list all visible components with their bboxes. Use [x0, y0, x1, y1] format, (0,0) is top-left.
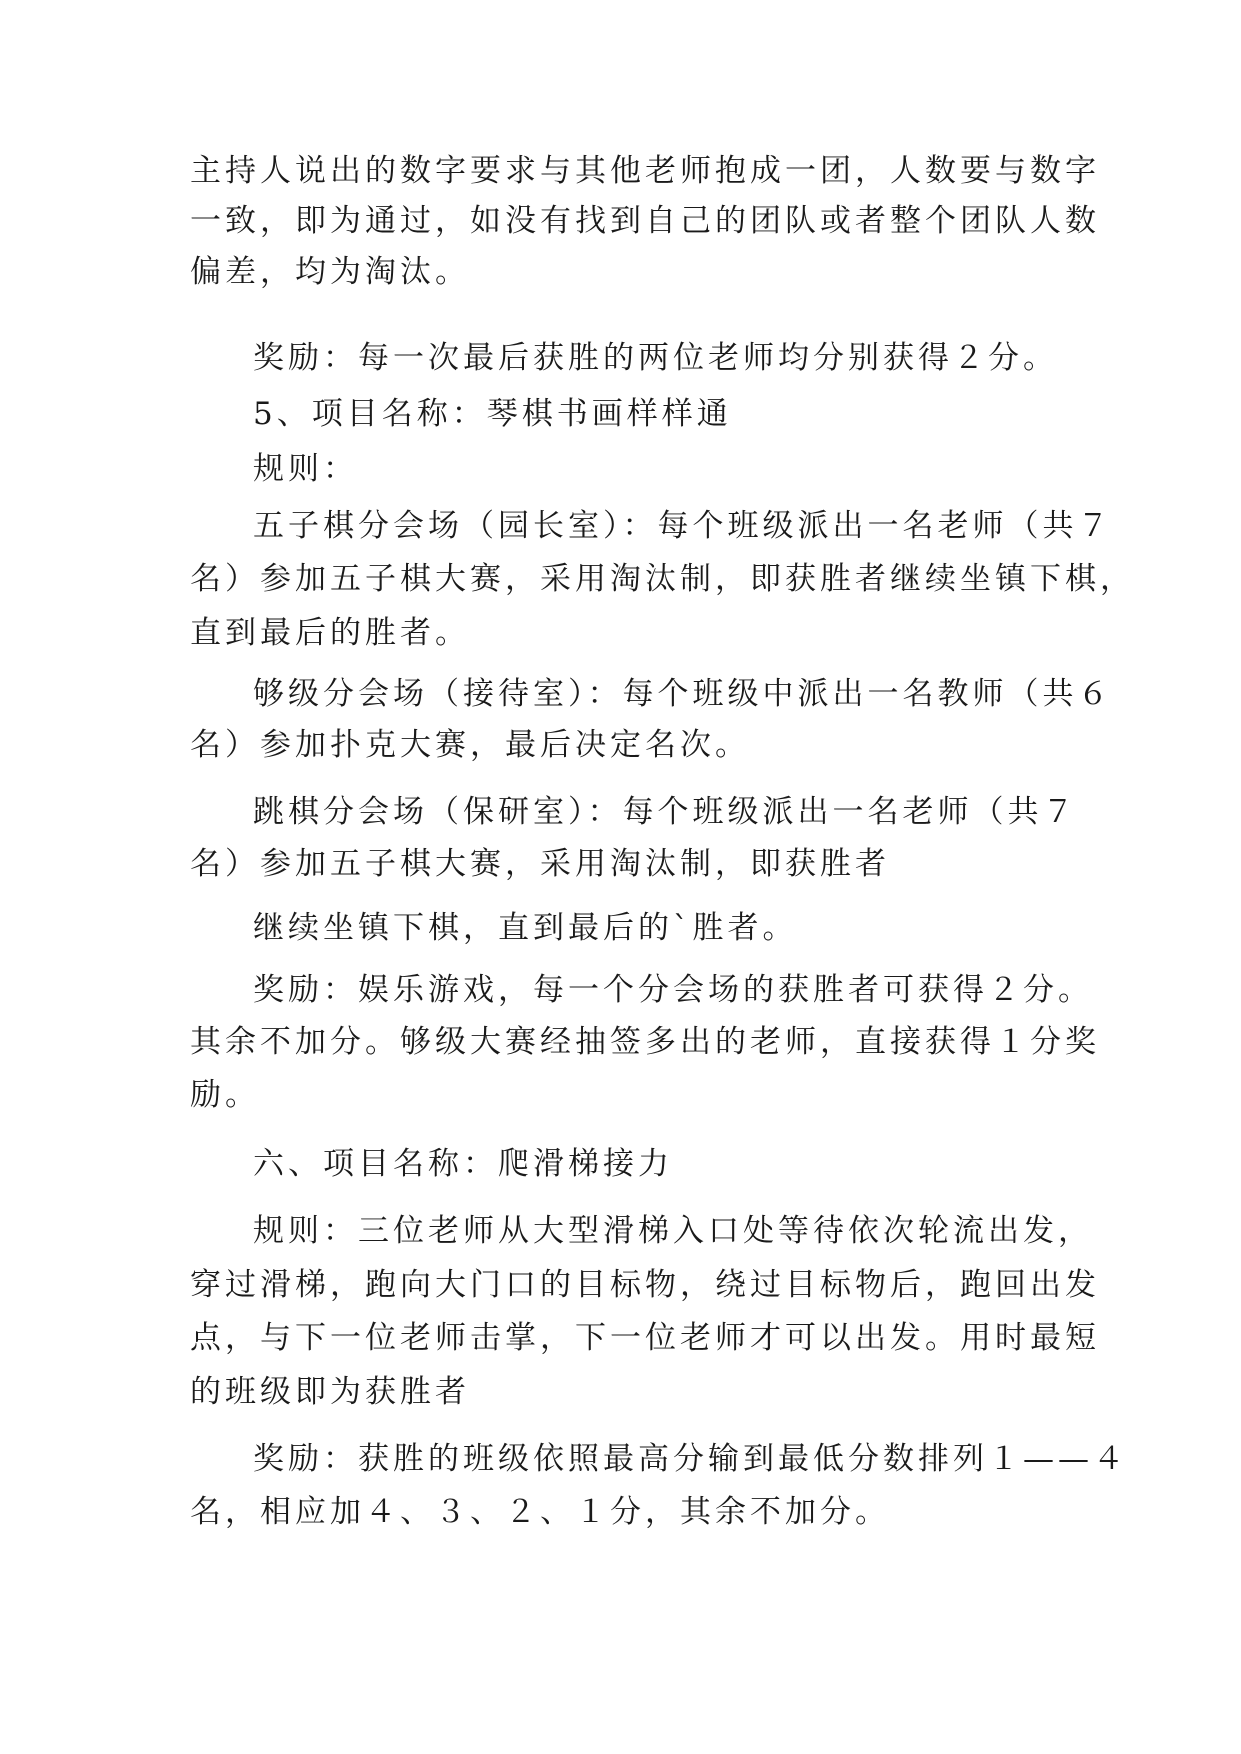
- rules-line: 规则：三位老师从大型滑梯入口处等待依次轮流出发，: [253, 1213, 1093, 1249]
- section-heading: 5、项目名称：琴棋书画样样通: [253, 396, 732, 432]
- paragraph-line: 继续坐镇下棋，直到最后的`胜者。: [253, 910, 798, 946]
- reward-line: 奖励：获胜的班级依照最高分输到最低分数排列１——４: [253, 1441, 1128, 1477]
- paragraph-line: 的班级即为获胜者: [190, 1374, 470, 1410]
- section-heading: 六、项目名称：爬滑梯接力: [253, 1146, 673, 1182]
- paragraph-line: 够级分会场（接待室）：每个班级中派出一名教师（共６: [253, 676, 1113, 712]
- paragraph-line: 穿过滑梯，跑向大门口的目标物，绕过目标物后，跑回出发: [190, 1267, 1100, 1303]
- paragraph-line: 名，相应加４、３、２、１分，其余不加分。: [190, 1494, 890, 1530]
- paragraph-line: 偏差，均为淘汰。: [190, 254, 470, 290]
- paragraph-line: 一致，即为通过，如没有找到自己的团队或者整个团队人数: [190, 203, 1100, 239]
- paragraph-line: 直到最后的胜者。: [190, 615, 470, 651]
- paragraph-line: 跳棋分会场（保研室）：每个班级派出一名老师（共７: [253, 794, 1078, 830]
- paragraph-line: 名）参加扑克大赛，最后决定名次。: [190, 727, 750, 763]
- paragraph-line: 励。: [190, 1077, 260, 1113]
- paragraph-line: 点，与下一位老师击掌，下一位老师才可以出发。用时最短: [190, 1320, 1100, 1356]
- paragraph-line: 主持人说出的数字要求与其他老师抱成一团，人数要与数字: [190, 153, 1100, 189]
- reward-line: 奖励：每一次最后获胜的两位老师均分别获得２分。: [253, 340, 1058, 376]
- rules-label: 规则：: [253, 451, 358, 487]
- paragraph-line: 其余不加分。够级大赛经抽签多出的老师，直接获得１分奖: [190, 1024, 1100, 1060]
- paragraph-line: 名）参加五子棋大赛，采用淘汰制，即获胜者: [190, 846, 890, 882]
- reward-line: 奖励：娱乐游戏，每一个分会场的获胜者可获得２分。: [253, 972, 1093, 1008]
- paragraph-line: 五子棋分会场（园长室）：每个班级派出一名老师（共７: [253, 508, 1113, 544]
- paragraph-line: 名）参加五子棋大赛，采用淘汰制，即获胜者继续坐镇下棋，: [190, 561, 1135, 597]
